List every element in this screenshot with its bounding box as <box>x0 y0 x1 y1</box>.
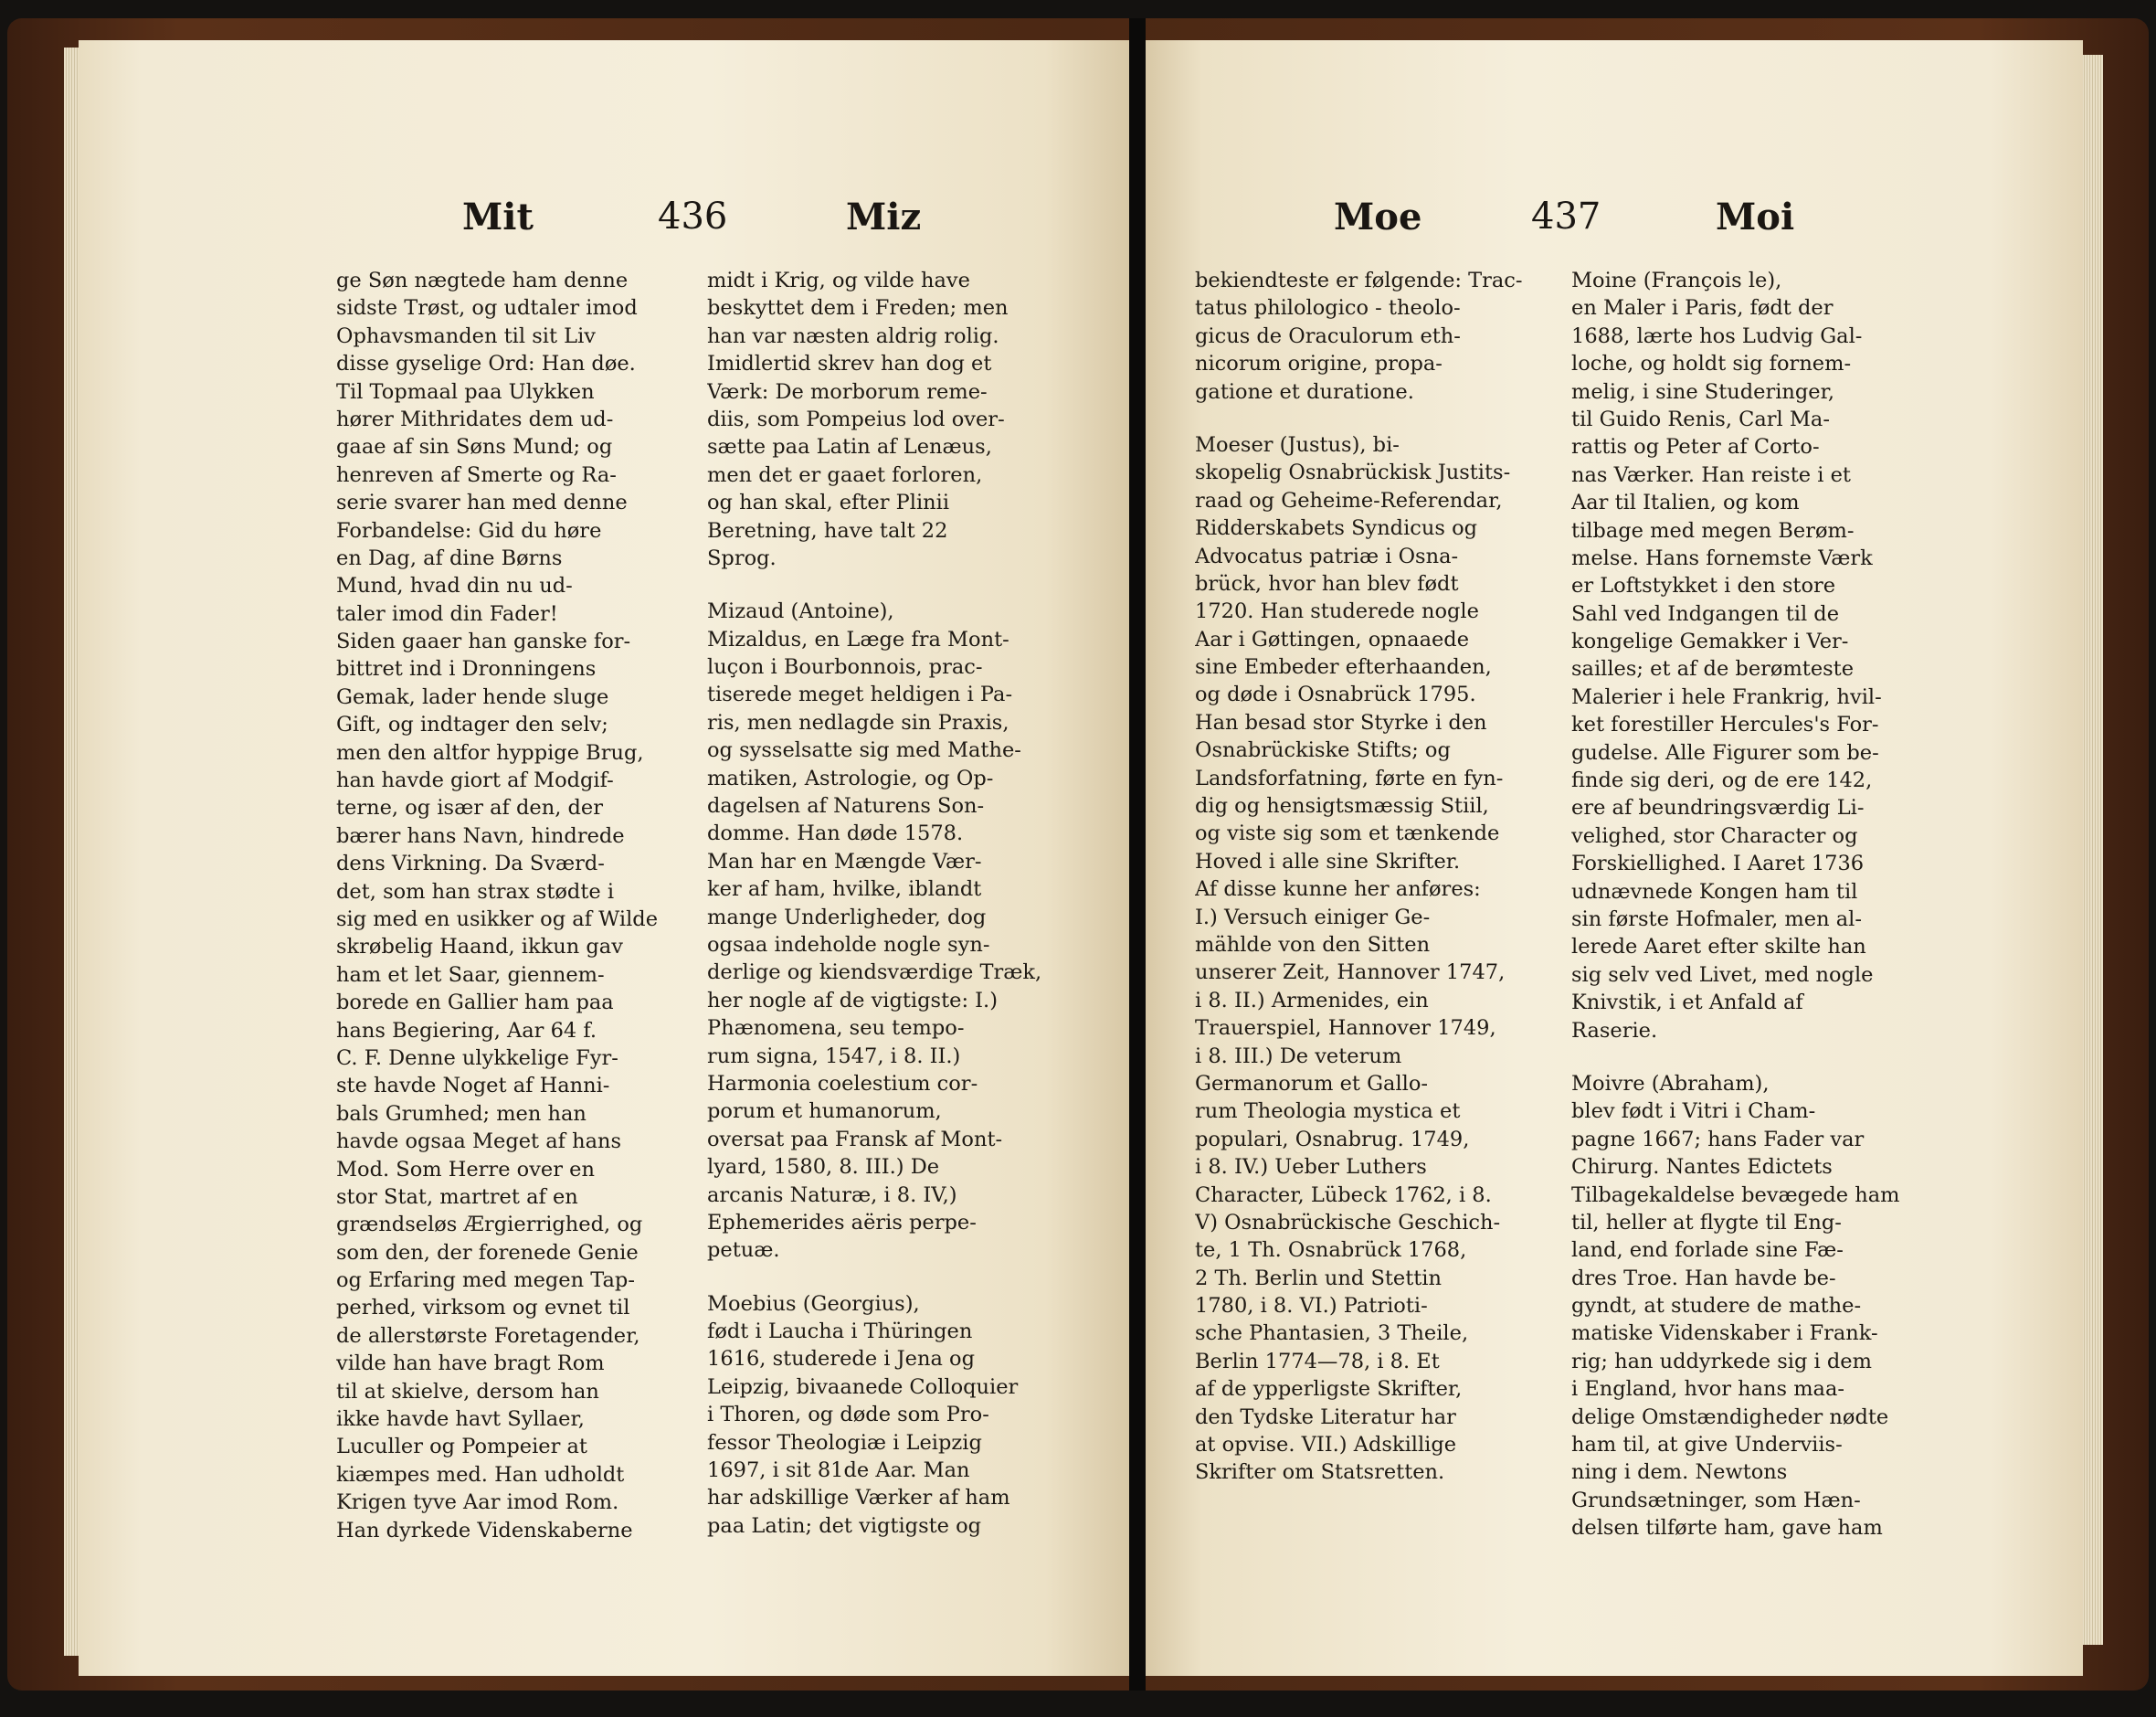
text-line: derlige og kiendsværdige Træk, <box>707 960 1042 985</box>
text-line: C. F. Denne ulykkelige Fyr- <box>336 1045 618 1070</box>
text-line: bals Grumhed; men han <box>336 1101 587 1126</box>
text-line: i Thoren, og døde som Pro- <box>707 1403 989 1427</box>
right-page-number: 437 <box>1531 196 1601 238</box>
text-line: Imidlertid skrev han dog et <box>707 352 992 376</box>
text-line: nas Værker. Han reiste i et <box>1571 462 1851 487</box>
text-line: sig med en usikker og af Wilde <box>336 906 659 931</box>
text-line: rattis og Peter af Corto- <box>1571 435 1820 460</box>
text-line: sin første Hofmaler, men al- <box>1571 906 1862 931</box>
text-line: Aar til Italien, og kom <box>1571 491 1800 515</box>
text-line: udnævnede Kongen ham til <box>1571 879 1858 904</box>
text-line: Forskiellighed. I Aaret 1736 <box>1571 852 1865 876</box>
text-line: Knivstik, i et Anfald af <box>1571 991 1803 1015</box>
entry-heading-line: Moebius (Georgius), <box>707 1291 920 1316</box>
text-line: i 8. II.) Armenides, ein <box>1195 988 1429 1012</box>
text-line: Aar i Gøttingen, opnaaede <box>1195 627 1470 652</box>
text-line: bekiendteste er følgende: Trac- <box>1195 269 1523 292</box>
text-line: luçon i Bourbonnois, prac- <box>707 655 983 680</box>
text-line: porum et humanorum, <box>707 1099 942 1124</box>
text-line: dig og hensigtsmæssig Stiil, <box>1195 794 1489 819</box>
text-line: raad og Geheime-Referendar, <box>1195 488 1503 513</box>
entry-heading-line: Mizaud (Antoine), <box>707 599 894 624</box>
text-line: skopelig Osnabrückisk Justits- <box>1195 461 1511 485</box>
text-line: Raserie. <box>1571 1018 1658 1043</box>
text-line: i England, hvor hans maa- <box>1571 1377 1844 1402</box>
text-line: petuæ. <box>707 1238 780 1263</box>
text-line: Trauerspiel, Hannover 1749, <box>1195 1016 1496 1041</box>
text-line: ris, men nedlagde sin Praxis, <box>707 710 1009 735</box>
text-line: de allerstørste Foretagender, <box>336 1323 640 1348</box>
text-line: Mund, hvad din nu ud- <box>336 574 573 599</box>
text-line: domme. Han døde 1578. <box>707 821 964 846</box>
text-line: velighed, stor Character og <box>1571 823 1858 848</box>
text-line: det, som han strax stødte i <box>336 879 615 904</box>
text-line: mange Underligheder, dog <box>707 905 987 929</box>
text-line: te, 1 Th. Osnabrück 1768, <box>1195 1238 1467 1263</box>
paragraph-gap <box>707 1265 1054 1290</box>
text-line: terne, og især af den, der <box>336 796 604 821</box>
text-line: men den altfor hyppige Brug, <box>336 740 644 765</box>
text-line: sailles; et af de berømteste <box>1571 657 1855 682</box>
text-line: og viste sig som et tænkende <box>1195 821 1500 846</box>
text-line: perhed, virksom og evnet til <box>336 1296 630 1320</box>
text-line: diis, som Pompeius lod over- <box>707 407 1005 431</box>
entry-heading-line: Moine (François le), <box>1571 269 1782 292</box>
text-line: sætte paa Latin af Lenæus, <box>707 435 992 460</box>
left-guide-word-end: Miz <box>846 196 922 238</box>
text-line: til, heller at flygte til Eng- <box>1571 1210 1842 1235</box>
text-line: Sahl ved Indgangen til de <box>1571 601 1840 626</box>
text-line: Berlin 1774—78, i 8. Et <box>1195 1349 1440 1373</box>
text-line: blev født i Vitri i Cham- <box>1571 1099 1816 1124</box>
text-line: beskyttet dem i Freden; men <box>707 296 1009 321</box>
text-line: bærer hans Navn, hindrede <box>336 823 625 848</box>
text-line: tilbage med megen Berøm- <box>1571 518 1855 543</box>
text-line: populari, Osnabrug. 1749, <box>1195 1127 1470 1151</box>
right-page-column-1 <box>1195 267 1551 1487</box>
book-gutter <box>1129 18 1146 1691</box>
text-line: skrøbelig Haand, ikkun gav <box>336 935 623 959</box>
text-line: Germanorum et Gallo- <box>1195 1071 1429 1096</box>
text-line: gudelse. Alle Figurer som be- <box>1571 740 1879 765</box>
text-line: Advocatus patriæ i Osna- <box>1195 544 1459 568</box>
text-line: land, end forlade sine Fæ- <box>1571 1238 1844 1263</box>
text-line: rig; han uddyrkede sig i dem <box>1571 1349 1872 1373</box>
text-line: han var næsten aldrig rolig. <box>707 323 999 348</box>
text-line: og døde i Osnabrück 1795. <box>1195 683 1476 707</box>
text-line: Mod. Som Herre over en <box>336 1157 595 1182</box>
text-line: I.) Versuch einiger Ge- <box>1195 905 1431 929</box>
text-line: som den, der forenede Genie <box>336 1240 639 1265</box>
text-line: lerede Aaret efter skilte han <box>1571 935 1866 959</box>
text-line: Ephemerides aëris perpe- <box>707 1210 977 1235</box>
text-line: Krigen tyve Aar imod Rom. <box>336 1490 619 1515</box>
text-line: havde ogsaa Meget af hans <box>336 1129 622 1154</box>
text-line: Landsforfatning, førte en fyn- <box>1195 766 1504 790</box>
text-line: Hoved i alle sine Skrifter. <box>1195 849 1461 874</box>
text-line: melig, i sine Studeringer, <box>1571 379 1835 404</box>
text-line: Phænomena, seu tempo- <box>707 1016 965 1041</box>
text-line: 1780, i 8. VI.) Patrioti- <box>1195 1294 1428 1319</box>
text-line: Skrifter om Statsretten. <box>1195 1460 1445 1485</box>
text-line: lyard, 1580, 8. III.) De <box>707 1155 940 1180</box>
text-line: født i Laucha i Thüringen <box>707 1320 973 1344</box>
text-line: sche Phantasien, 3 Theile, <box>1195 1321 1469 1346</box>
text-line: ker af ham, hvilke, iblandt <box>707 877 982 902</box>
text-line: rum Theologia mystica et <box>1195 1099 1461 1124</box>
paragraph-gap <box>1195 406 1551 431</box>
text-line: pagne 1667; hans Fader var <box>1571 1127 1865 1151</box>
text-line: ogsaa indeholde nogle syn- <box>707 932 990 957</box>
text-line: ste havde Noget af Hanni- <box>336 1074 610 1098</box>
text-line: han havde giort af Modgif- <box>336 768 614 793</box>
text-line: delsen tilførte ham, gave ham <box>1571 1516 1883 1541</box>
text-line: ham til, at give Underviis- <box>1571 1433 1843 1457</box>
text-line: Chirurg. Nantes Edictets <box>1571 1155 1833 1180</box>
text-line: taler imod din Fader! <box>336 601 558 626</box>
text-line: Forbandelse: Gid du høre <box>336 518 602 543</box>
text-line: 1697, i sit 81de Aar. Man <box>707 1458 970 1483</box>
text-line: ge Søn nægtede ham denne <box>336 269 629 292</box>
text-line: oversat paa Fransk af Mont- <box>707 1127 1003 1151</box>
text-line: borede en Gallier ham paa <box>336 991 614 1015</box>
text-line: sine Embeder efterhaanden, <box>1195 655 1492 680</box>
text-line: Sprog. <box>707 546 777 570</box>
text-line: bittret ind i Dronningens <box>336 657 597 682</box>
left-page-header <box>79 196 1129 250</box>
text-line: Ridderskabets Syndicus og <box>1195 516 1478 541</box>
text-line: matiken, Astrologie, og Op- <box>707 766 994 790</box>
text-line: ere af beundringsværdig Li- <box>1571 796 1865 821</box>
text-line: og Erfaring med megen Tap- <box>336 1268 635 1293</box>
text-line: arcanis Naturæ, i 8. IV,) <box>707 1182 957 1207</box>
left-page-column-1 <box>336 267 674 1544</box>
text-line: tatus philologico - theolo- <box>1195 296 1461 321</box>
text-line: tiserede meget heldigen i Pa- <box>707 683 1013 707</box>
text-line: Til Topmaal paa Ulykken <box>336 379 595 404</box>
text-line: hans Begiering, Aar 64 f. <box>336 1018 597 1043</box>
text-line: Leipzig, bivaanede Colloquier <box>707 1374 1019 1399</box>
text-line: til at skielve, dersom han <box>336 1379 599 1404</box>
right-page-header <box>1146 196 2083 250</box>
text-line: henreven af Smerte og Ra- <box>336 462 617 487</box>
text-line: Gift, og indtager den selv; <box>336 713 608 737</box>
text-line: kongelige Gemakker i Ver- <box>1571 630 1849 654</box>
text-line: ket forestiller Hercules's For- <box>1571 713 1879 737</box>
text-line: rum signa, 1547, i 8. II.) <box>707 1044 961 1068</box>
text-line: er Loftstykket i den store <box>1571 574 1836 599</box>
text-line: Luculler og Pompeier at <box>336 1435 587 1459</box>
text-line: nicorum origine, propa- <box>1195 352 1443 376</box>
text-line: gaae af sin Søns Mund; og <box>336 435 613 460</box>
text-line: kiæmpes med. Han udholdt <box>336 1462 625 1487</box>
text-line: melse. Hans fornemste Værk <box>1571 546 1873 570</box>
text-line: finde sig deri, og de ere 142, <box>1571 768 1873 793</box>
text-line: Tilbagekaldelse bevægede ham <box>1571 1182 1900 1207</box>
text-line: grændseløs Ærgierrighed, og <box>336 1213 643 1237</box>
text-line: Man har en Mængde Vær- <box>707 849 982 874</box>
paragraph-gap <box>707 572 1054 598</box>
text-line: at opvise. VII.) Adskillige <box>1195 1433 1457 1457</box>
right-guide-word-end: Moi <box>1716 196 1795 238</box>
text-line: gicus de Oraculorum eth- <box>1195 323 1461 348</box>
right-page <box>1146 40 2083 1676</box>
text-line: Osnabrückiske Stifts; og <box>1195 738 1451 763</box>
text-line: 1720. Han studerede nogle <box>1195 599 1479 624</box>
text-line: disse gyselige Ord: Han døe. <box>336 352 636 376</box>
text-line: har adskillige Værker af ham <box>707 1486 1010 1510</box>
text-line: 1688, lærte hos Ludvig Gal- <box>1571 323 1863 348</box>
text-line: Værk: De morborum reme- <box>707 379 988 404</box>
text-line: serie svarer han med denne <box>336 491 628 515</box>
text-line: gatione et duratione. <box>1195 379 1414 404</box>
text-line: V) Osnabrückische Geschich- <box>1195 1210 1501 1235</box>
text-line: af de ypperligste Skrifter, <box>1195 1377 1463 1402</box>
text-line: loche, og holdt sig fornem- <box>1571 352 1852 376</box>
text-line: her nogle af de vigtigste: I.) <box>707 988 998 1012</box>
right-page-column-2 <box>1571 267 1918 1542</box>
text-line: Beretning, have talt 22 <box>707 518 948 543</box>
text-line: brück, hvor han blev født <box>1195 571 1459 596</box>
text-line: hører Mithridates dem ud- <box>336 407 614 431</box>
text-line: delige Omstændigheder nødte <box>1571 1404 1889 1429</box>
left-guide-word: Mit <box>462 196 534 238</box>
text-line: og sysselsatte sig med Mathe- <box>707 738 1021 763</box>
text-line: ikke havde havt Syllaer, <box>336 1407 585 1432</box>
text-line: vilde han have bragt Rom <box>336 1351 605 1376</box>
text-line: til Guido Renis, Carl Ma- <box>1571 407 1830 431</box>
text-line: men det er gaaet forloren, <box>707 462 983 487</box>
text-line: 1616, studerede i Jena og <box>707 1347 975 1372</box>
text-line: sidste Trøst, og udtaler imod <box>336 296 638 321</box>
text-line: matiske Videnskaber i Frank- <box>1571 1321 1878 1346</box>
text-line: gyndt, at studere de mathe- <box>1571 1294 1862 1319</box>
text-line: Mizaldus, en Læge fra Mont- <box>707 627 1009 652</box>
text-line: Han besad stor Styrke i den <box>1195 710 1487 735</box>
text-line: paa Latin; det vigtigste og <box>707 1513 982 1538</box>
text-line: i 8. III.) De veterum <box>1195 1044 1402 1068</box>
text-line: den Tydske Literatur har <box>1195 1404 1456 1429</box>
text-line: midt i Krig, og vilde have <box>707 269 970 292</box>
text-line: Gemak, lader hende sluge <box>336 684 609 709</box>
text-line: i 8. IV.) Ueber Luthers <box>1195 1155 1427 1180</box>
text-line: Character, Lübeck 1762, i 8. <box>1195 1182 1492 1207</box>
text-line: 2 Th. Berlin und Stettin <box>1195 1266 1442 1290</box>
entry-heading-line: Moivre (Abraham), <box>1571 1071 1770 1096</box>
paragraph-gap <box>1571 1044 1918 1070</box>
text-line: dens Virkning. Da Sværd- <box>336 852 605 876</box>
text-line: en Dag, af dine Børns <box>336 546 563 570</box>
right-guide-word: Moe <box>1334 196 1422 238</box>
text-line: Harmonia coelestium cor- <box>707 1071 978 1096</box>
text-line: mählde von den Sitten <box>1195 932 1431 957</box>
text-line: unserer Zeit, Hannover 1747, <box>1195 960 1506 985</box>
text-line: fessor Theologiæ i Leipzig <box>707 1430 982 1455</box>
text-line: ham et let Saar, giennem- <box>336 962 605 987</box>
text-line: en Maler i Paris, født der <box>1571 296 1834 321</box>
text-line: sig selv ved Livet, med nogle <box>1571 962 1874 987</box>
text-line: Grundsætninger, som Hæn- <box>1571 1488 1861 1512</box>
left-page-column-2 <box>707 267 1054 1540</box>
text-line: Af disse kunne her anføres: <box>1195 877 1481 902</box>
entry-heading-line: Moeser (Justus), bi- <box>1195 432 1400 457</box>
text-line: ning i dem. Newtons <box>1571 1460 1788 1485</box>
text-line: dagelsen af Naturens Son- <box>707 794 985 819</box>
left-page-number: 436 <box>658 196 728 238</box>
text-line: Ophavsmanden til sit Liv <box>336 323 596 348</box>
text-line: Han dyrkede Videnskaberne <box>336 1518 633 1542</box>
text-line: dres Troe. Han havde be- <box>1571 1266 1836 1290</box>
text-line: og han skal, efter Plinii <box>707 491 950 515</box>
text-line: Malerier i hele Frankrig, hvil- <box>1571 684 1882 709</box>
text-line: stor Stat, martret af en <box>336 1184 578 1209</box>
text-line: Siden gaaer han ganske for- <box>336 630 631 654</box>
left-page <box>79 40 1129 1676</box>
